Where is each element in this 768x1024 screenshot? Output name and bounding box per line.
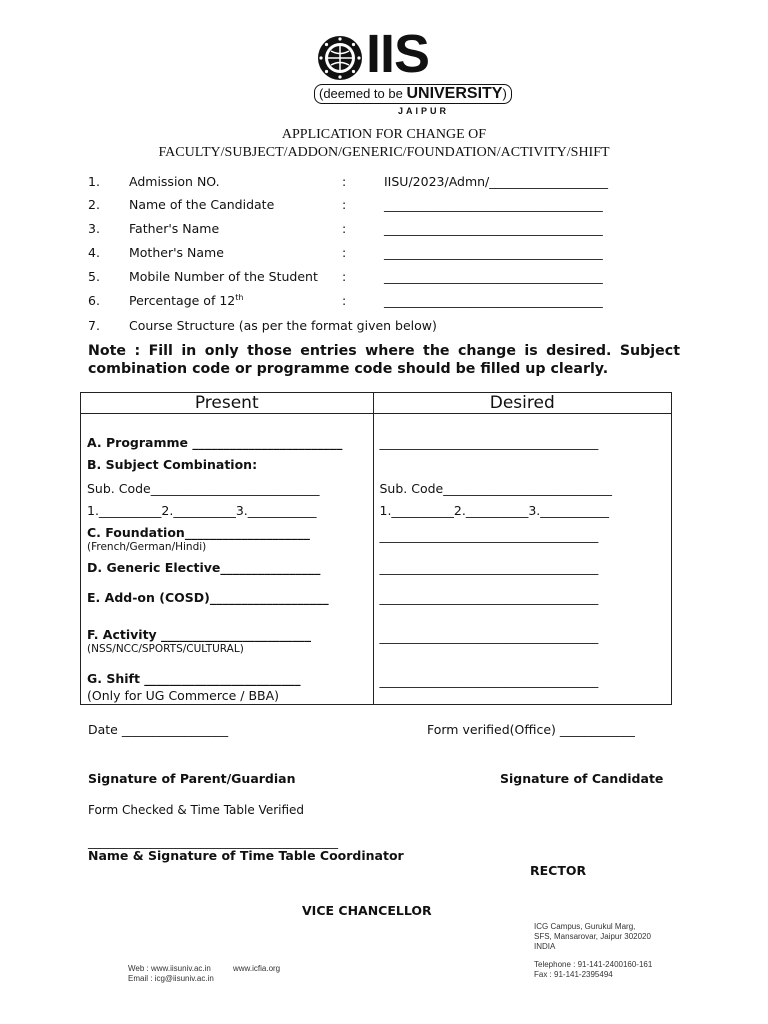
form-title-line1: APPLICATION FOR CHANGE OF [281, 127, 487, 142]
instruction-note: Note : Fill in only those entries where the change is desired. Subject combination code or programme code should be filled up clearly. [88, 343, 680, 377]
present-shift-field[interactable]: G. Shift _________________________ [87, 671, 301, 686]
present-addon-field[interactable]: E. Add-on (COSD)___________________ [87, 590, 329, 605]
field-label-course-structure: Course Structure (as per the format given below) [129, 318, 437, 333]
present-programme-field[interactable]: A. Programme ________________________ [87, 435, 343, 450]
present-subject-combination-label: B. Subject Combination: [87, 457, 258, 472]
date-field[interactable]: Date _________________ [88, 722, 229, 737]
field-number: 7. [88, 318, 100, 333]
footer-email: Email : icg@iisuniv.ac.in [128, 974, 214, 983]
rector-label: RECTOR [530, 863, 587, 878]
footer-address-line1: ICG Campus, Gurukul Marg, [534, 922, 636, 931]
vice-chancellor-label: VICE CHANCELLOR [302, 903, 432, 918]
footer-address-line2: SFS, Mansarovar, Jaipur 302020 [534, 932, 651, 941]
logo-brand: IIS [366, 24, 430, 84]
footer-address-line3: INDIA [534, 942, 556, 951]
university-logo [312, 24, 507, 120]
field-label-mobile-number: Mobile Number of the Student [129, 269, 318, 284]
field-label-percentage-12th: Percentage of 12th [129, 293, 244, 309]
field-number: 1. [88, 174, 100, 189]
desired-programme-field[interactable]: ___________________________________ [379, 435, 599, 450]
present-shift-note: (Only for UG Commerce / BBA) [87, 688, 280, 703]
field-colon: : [342, 245, 347, 260]
present-sub-code-field[interactable]: Sub. Code___________________________ [87, 481, 320, 496]
present-foundation-field[interactable]: C. Foundation____________________ [87, 525, 310, 540]
field-input-mother-name[interactable]: ___________________________________ [384, 245, 603, 260]
present-foundation-note: (French/German/Hindi) [87, 541, 207, 553]
field-number: 6. [88, 293, 100, 308]
field-label-mother-name: Mother's Name [129, 245, 224, 260]
logo-city: JAIPUR [398, 106, 450, 116]
desired-codes-field[interactable]: 1.__________2.__________3.___________ [379, 503, 610, 518]
desired-sub-code-field[interactable]: Sub. Code___________________________ [379, 481, 612, 496]
desired-header: Desired [489, 393, 555, 413]
field-colon: : [342, 221, 347, 236]
field-colon: : [342, 269, 347, 284]
field-input-percentage-12th[interactable]: ___________________________________ [384, 293, 603, 308]
signature-candidate-label: Signature of Candidate [500, 771, 664, 786]
form-checked-label: Form Checked & Time Table Verified [88, 803, 305, 817]
desired-column [374, 414, 672, 704]
footer-fax: Fax : 91-141-2395494 [534, 970, 613, 979]
signature-parent-label: Signature of Parent/Guardian [88, 771, 296, 786]
coordinator-signature-line[interactable]: ________________________________________ [88, 834, 338, 849]
field-label-candidate-name: Name of the Candidate [129, 197, 275, 212]
field-number: 3. [88, 221, 100, 236]
course-change-table [80, 392, 672, 705]
footer-telephone: Telephone : 91-141-2400160-161 [534, 960, 653, 969]
form-verified-field[interactable]: Form verified(Office) ____________ [427, 722, 635, 737]
present-header: Present [194, 393, 259, 413]
field-input-admission-no[interactable]: IISU/2023/Admn/___________________ [384, 174, 609, 189]
coordinator-label: Name & Signature of Time Table Coordinator [88, 848, 404, 863]
footer-web2: www.icfia.org [233, 964, 281, 973]
present-codes-field[interactable]: 1.__________2.__________3.___________ [87, 503, 317, 518]
desired-foundation-field[interactable]: ___________________________________ [379, 528, 599, 543]
field-label-admission-no: Admission NO. [129, 174, 220, 189]
present-activity-note: (NSS/NCC/SPORTS/CULTURAL) [87, 643, 244, 655]
present-generic-elective-field[interactable]: D. Generic Elective________________ [87, 560, 321, 575]
present-activity-field[interactable]: F. Activity ________________________ [87, 627, 312, 642]
form-title-line2: FACULTY/SUBJECT/ADDON/GENERIC/FOUNDATION/ACTIVITY/SHIFT [158, 145, 610, 160]
field-input-father-name[interactable]: ___________________________________ [384, 221, 603, 236]
field-number: 2. [88, 197, 100, 212]
field-input-candidate-name[interactable]: ___________________________________ [384, 197, 603, 212]
logo-tagline: (deemed to be UNIVERSITY) [314, 84, 512, 104]
field-number: 4. [88, 245, 100, 260]
present-column [81, 414, 373, 704]
footer-web: Web : www.iisuniv.ac.in [128, 964, 211, 973]
field-colon: : [342, 174, 347, 189]
desired-activity-field[interactable]: ___________________________________ [379, 629, 599, 644]
field-number: 5. [88, 269, 100, 284]
emblem-icon [316, 34, 364, 82]
field-colon: : [342, 293, 347, 308]
desired-generic-elective-field[interactable]: ___________________________________ [379, 560, 599, 575]
field-colon: : [342, 197, 347, 212]
desired-shift-field[interactable]: ___________________________________ [379, 673, 599, 688]
field-label-father-name: Father's Name [129, 221, 220, 236]
field-input-mobile-number[interactable]: ___________________________________ [384, 269, 603, 284]
desired-addon-field[interactable]: ___________________________________ [379, 590, 599, 605]
